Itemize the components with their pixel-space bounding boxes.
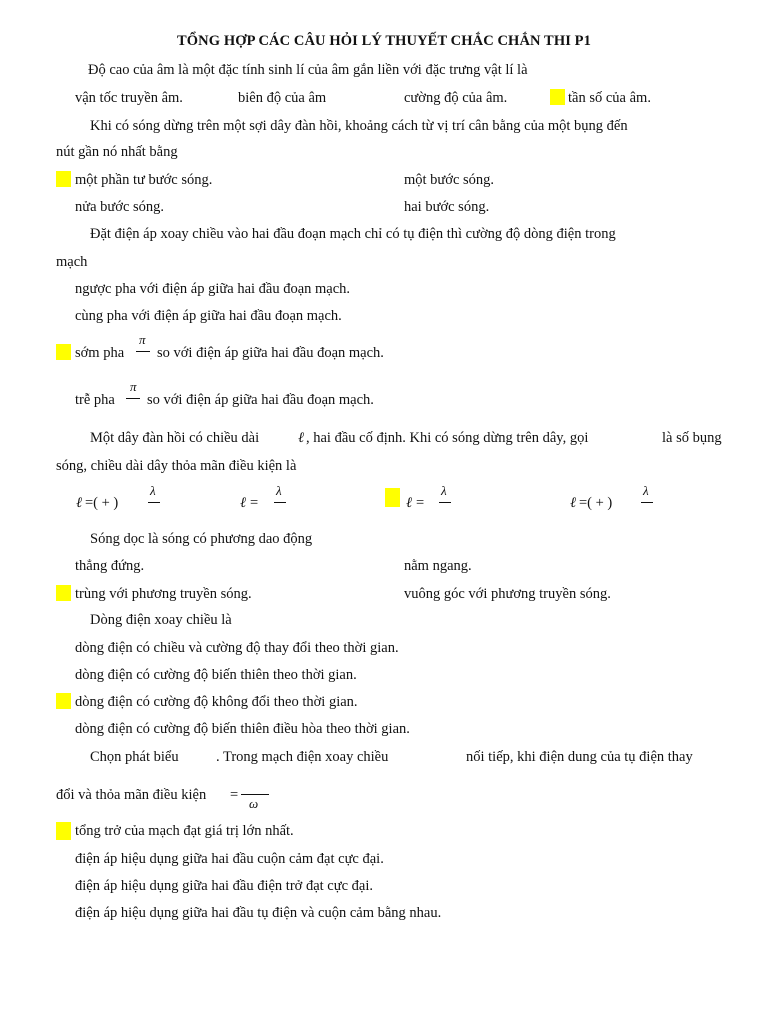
- ell-symbol: ℓ: [76, 495, 83, 511]
- question-6-stem: Dòng điện xoay chiều là: [90, 612, 232, 628]
- question-7-stem-part-a: Chọn phát biểu: [90, 749, 179, 765]
- q3-option-d-suffix: so với điện áp giữa hai đầu đoạn mạch.: [147, 392, 374, 408]
- pi-numerator: π: [130, 379, 137, 394]
- question-5-stem: Sóng dọc là sóng có phương dao động: [90, 531, 313, 547]
- question-2-stem-line2: nút gần nó nhất bằng: [56, 144, 178, 160]
- page-title: TỔNG HỢP CÁC CÂU HỎI LÝ THUYẾT CHẮC CHẮN THI P1: [177, 33, 591, 49]
- fraction-bar: [641, 502, 653, 503]
- fraction-bar: [241, 794, 269, 795]
- q1-option-c[interactable]: cường độ của âm.: [404, 90, 508, 106]
- q7-option-b[interactable]: điện áp hiệu dụng giữa hai đầu cuộn cảm đạt cực đại.: [75, 851, 384, 867]
- q7-option-d[interactable]: điện áp hiệu dụng giữa hai đầu tụ điện và cuộn cảm bằng nhau.: [75, 905, 442, 921]
- question-4-stem-part-a: Một dây đàn hồi có chiều dài: [90, 430, 260, 446]
- fraction-bar: [126, 398, 140, 399]
- q1-option-b[interactable]: biên độ của âm: [238, 90, 327, 106]
- q2-option-d[interactable]: hai bước sóng.: [404, 199, 490, 215]
- q4-option-d-formula[interactable]: =( + ): [579, 495, 613, 511]
- q3-option-a[interactable]: ngược pha với điện áp giữa hai đầu đoạn mạch.: [75, 281, 351, 297]
- q4-option-a-formula[interactable]: =( + ): [85, 495, 119, 511]
- q3-option-c[interactable]: sớm pha: [75, 345, 125, 361]
- fraction-bar: [136, 351, 150, 352]
- q3-option-b[interactable]: cùng pha với điện áp giữa hai đầu đoạn mạch.: [75, 308, 342, 324]
- omega-symbol: ω: [249, 796, 259, 811]
- q4-option-c-formula[interactable]: =: [416, 495, 425, 511]
- question-4-stem-part-b: , hai đầu cố định. Khi có sóng dừng trên dây, gọi: [306, 430, 589, 446]
- pi-numerator: π: [139, 332, 146, 347]
- q5-option-d[interactable]: vuông góc với phương truyền sóng.: [404, 586, 611, 602]
- answer-highlight-marker: [56, 344, 71, 360]
- question-7-stem-part-b: . Trong mạch điện xoay chiều: [216, 749, 389, 765]
- answer-highlight-marker: [385, 488, 400, 507]
- lambda-symbol: λ: [441, 483, 447, 498]
- answer-highlight-marker: [550, 89, 565, 105]
- q6-option-a[interactable]: dòng điện có chiều và cường độ thay đổi theo thời gian.: [75, 640, 399, 656]
- question-2-stem-line1: Khi có sóng dừng trên một sợi dây đàn hồi, khoảng cách từ vị trí cân bằng của một bụng đến: [90, 118, 628, 134]
- q2-option-b[interactable]: một bước sóng.: [404, 172, 495, 188]
- fraction-bar: [148, 502, 160, 503]
- question-7-stem-part-c: nối tiếp, khi điện dung của tụ điện thay: [466, 749, 693, 765]
- ell-symbol: ℓ: [240, 495, 247, 511]
- question-3-stem-line2: mạch: [56, 254, 88, 270]
- q5-option-b[interactable]: nằm ngang.: [404, 558, 472, 574]
- question-4-stem-part-c: là số bụng: [662, 430, 722, 446]
- answer-highlight-marker: [56, 585, 71, 601]
- q6-option-d[interactable]: dòng điện có cường độ biến thiên điều hòa theo thời gian.: [75, 721, 410, 737]
- q1-option-a[interactable]: vận tốc truyền âm.: [75, 90, 183, 106]
- answer-highlight-marker: [56, 693, 71, 709]
- answer-highlight-marker: [56, 171, 71, 187]
- q3-option-c-suffix: so với điện áp giữa hai đầu đoạn mạch.: [157, 345, 384, 361]
- lambda-symbol: λ: [643, 483, 649, 498]
- fraction-bar: [439, 502, 451, 503]
- question-7-stem-line2: đổi và thỏa mãn điều kiện: [56, 787, 207, 803]
- q5-option-c[interactable]: trùng với phương truyền sóng.: [75, 586, 252, 602]
- q1-option-d[interactable]: tần số của âm.: [568, 90, 651, 106]
- q3-option-d[interactable]: trễ pha: [75, 392, 115, 408]
- q7-option-c[interactable]: điện áp hiệu dụng giữa hai đầu điện trở đạt cực đại.: [75, 878, 373, 894]
- lambda-symbol: λ: [276, 483, 282, 498]
- q2-option-a[interactable]: một phần tư bước sóng.: [75, 172, 213, 188]
- q2-option-c[interactable]: nửa bước sóng.: [75, 199, 165, 215]
- ell-symbol: ℓ: [570, 495, 577, 511]
- question-3-stem-line1: Đặt điện áp xoay chiều vào hai đầu đoạn mạch chỉ có tụ điện thì cường độ dòng điện trong: [90, 226, 616, 242]
- ell-symbol: ℓ: [406, 495, 413, 511]
- q4-option-b-formula[interactable]: =: [250, 495, 259, 511]
- condition-equals: =: [230, 787, 239, 803]
- q7-option-a[interactable]: tổng trở của mạch đạt giá trị lớn nhất.: [75, 823, 294, 839]
- q6-option-b[interactable]: dòng điện có cường độ biến thiên theo thời gian.: [75, 667, 357, 683]
- fraction-bar: [274, 502, 286, 503]
- question-4-stem-line2: sóng, chiều dài dây thỏa mãn điều kiện là: [56, 458, 297, 474]
- ell-symbol: ℓ: [298, 430, 305, 446]
- question-1-stem: Độ cao của âm là một đặc tính sinh lí của âm gắn liền với đặc trưng vật lí là: [88, 62, 528, 78]
- q5-option-a[interactable]: thẳng đứng.: [75, 558, 145, 574]
- q6-option-c[interactable]: dòng điện có cường độ không đổi theo thời gian.: [75, 694, 358, 710]
- answer-highlight-marker: [56, 822, 71, 840]
- lambda-symbol: λ: [150, 483, 156, 498]
